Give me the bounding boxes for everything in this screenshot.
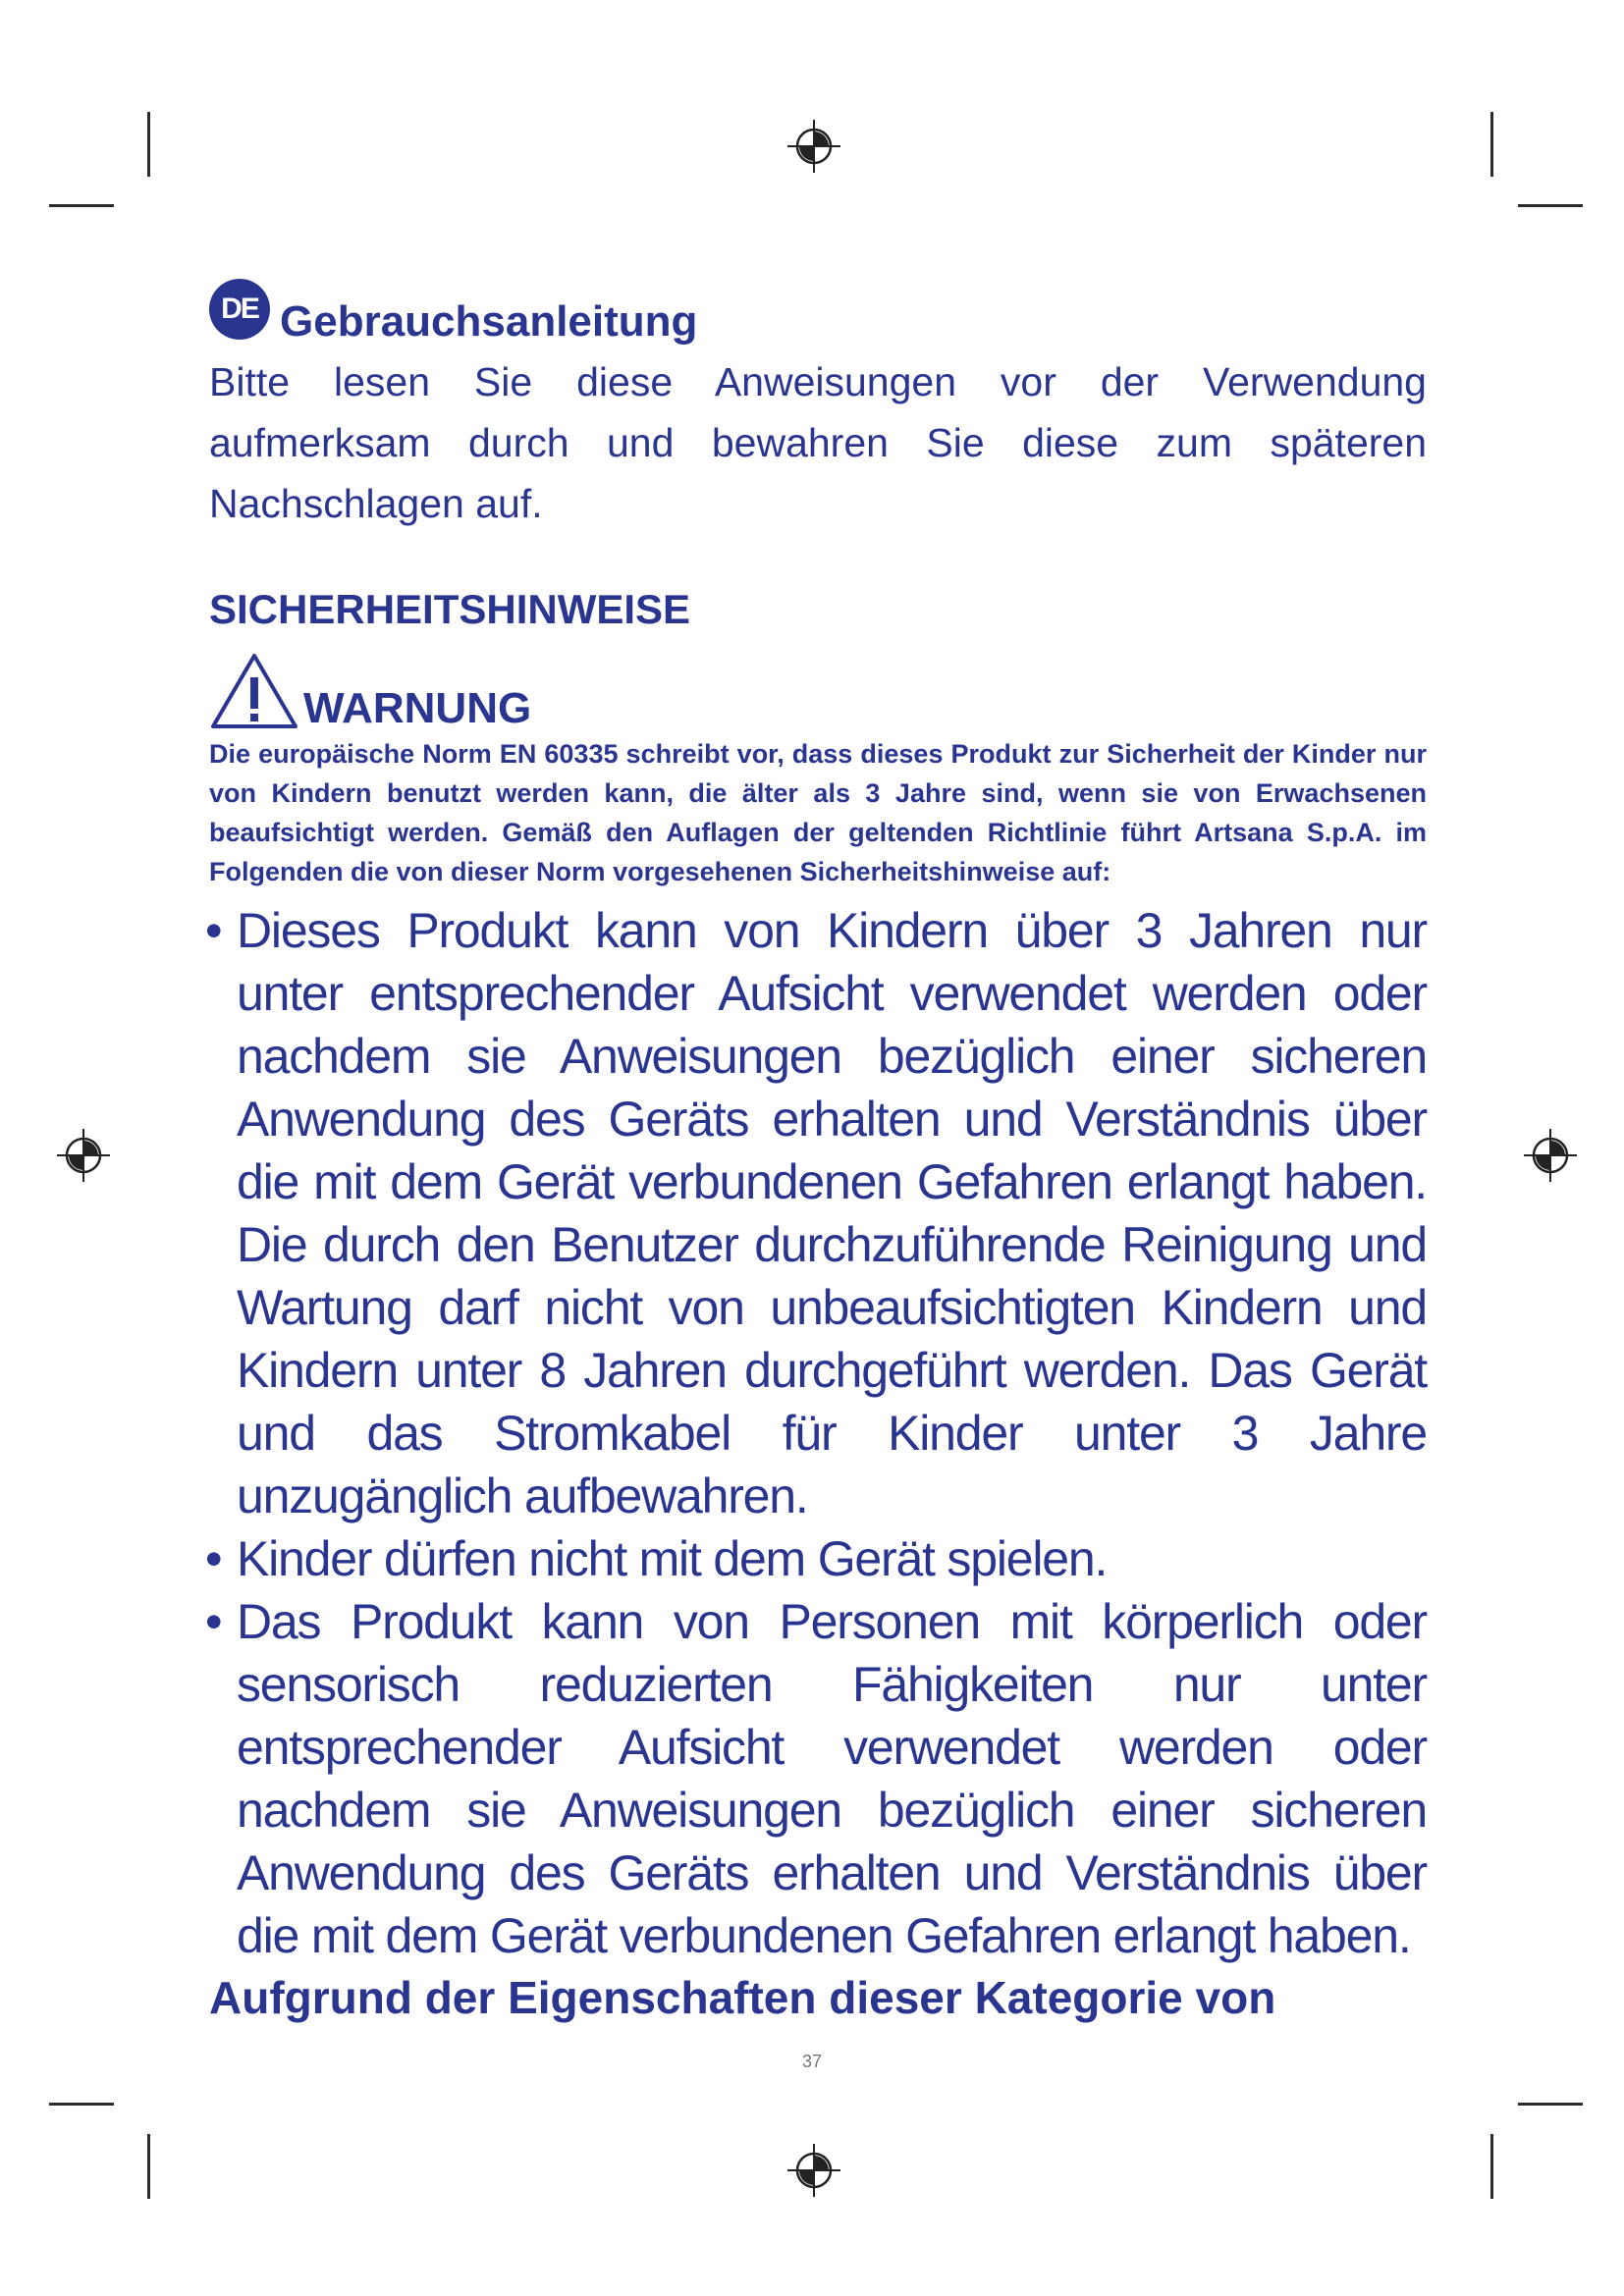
language-badge-icon: DE	[209, 279, 270, 340]
crop-mark-bottom-right-vertical	[1490, 2134, 1493, 2199]
list-item-text: Dieses Produkt kann von Kindern über 3 Jahren nur unter entsprechender Aufsicht verwendet werden oder nachdem sie Anweisungen bezüglich einer sicheren Anwendung des Geräts erhalten und Verständnis über die mit dem Gerät verbundenen Gefahren erlangt haben. Die durch den Benutzer durchzuführende Reinigung und Wartung darf nicht von unbeaufsichtigten Kindern und Kindern unter 8 Jahren durchgeführt werden. Das Gerät und das Stromkabel für Kinder unter 3 Jahre unzugänglich aufbewahren.	[237, 903, 1427, 1523]
registration-mark-icon	[1524, 1129, 1577, 1182]
bullet-icon: •	[205, 1531, 223, 1586]
list-item-text: Kinder dürfen nicht mit dem Gerät spielen.	[237, 1531, 1108, 1586]
page-content	[205, 285, 1427, 2025]
crop-mark-bottom-left-vertical	[147, 2134, 150, 2199]
registration-mark-icon	[787, 2144, 840, 2197]
crop-mark-top-right-vertical	[1490, 112, 1493, 177]
list-item	[205, 1527, 1427, 1590]
warning-label: WARNUNG	[303, 684, 532, 732]
title-row	[209, 285, 1427, 349]
page-number: 37	[801, 2052, 823, 2071]
safety-bullet-list	[205, 899, 1427, 1967]
list-item	[205, 899, 1427, 1527]
intro-paragraph: Bitte lesen Sie diese Anweisungen vor der Verwendung aufmerksam durch und bewahren Sie diese zum späteren Nachschlagen auf.	[209, 359, 1427, 526]
list-item-text: Das Produkt kann von Personen mit körperlich oder sensorisch reduzierten Fähigkeiten nur unter entsprechender Aufsicht verwendet werden oder nachdem sie Anweisungen bezüglich einer sicheren Anwendung des Geräts erhalten und Verständnis über die mit dem Gerät verbundenen Gefahren erlangt haben.	[237, 1594, 1427, 1963]
crop-mark-bottom-right-horizontal	[1518, 2103, 1583, 2106]
section-heading: SICHERHEITSHINWEISE	[209, 586, 691, 632]
registration-mark-icon	[57, 1129, 110, 1182]
crop-mark-top-left-vertical	[147, 112, 150, 177]
crop-mark-top-right-horizontal	[1518, 204, 1583, 207]
warning-row	[209, 652, 1427, 730]
closing-heading: Aufgrund der Eigenschaften dieser Kategorie von	[209, 1972, 1276, 2023]
warning-text: Die europäische Norm EN 60335 schreibt vor, dass dieses Produkt zur Sicherheit der Kinder nur von Kindern benutzt werden kann, die älter als 3 Jahre sind, wenn sie von Erwachsenen beaufsichtigt werden. Gemäß den Auflagen der geltenden Richtlinie führt Artsana S.p.A. im Folgenden die von dieser Norm vorgesehenen Sicherheitshinweise auf:	[209, 739, 1427, 886]
registration-mark-icon	[787, 120, 840, 173]
crop-mark-top-left-horizontal	[49, 204, 114, 207]
list-item	[205, 1590, 1427, 1967]
warning-triangle-icon	[209, 652, 299, 730]
page-title: Gebrauchsanleitung	[280, 297, 698, 346]
bullet-icon: •	[205, 903, 223, 958]
bullet-icon: •	[205, 1594, 223, 1649]
crop-mark-bottom-left-horizontal	[49, 2103, 114, 2106]
